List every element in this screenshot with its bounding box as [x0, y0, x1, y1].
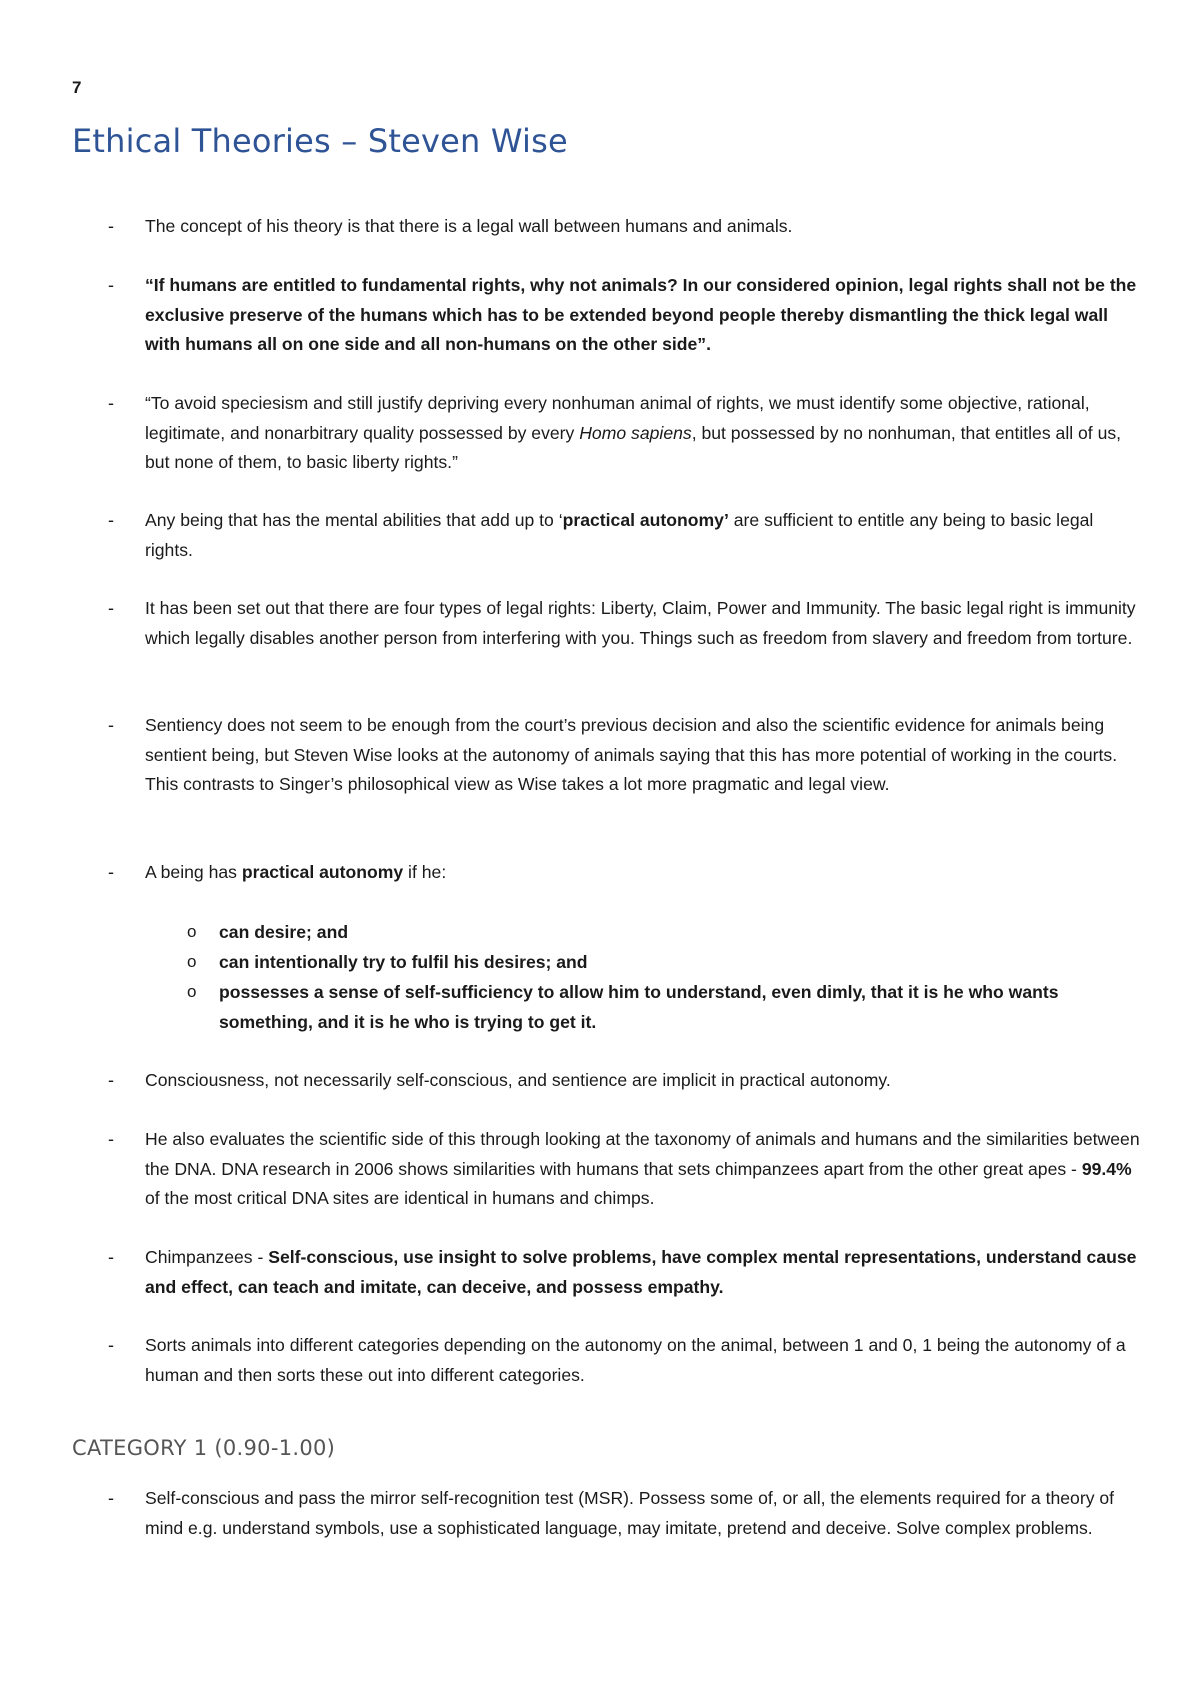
page-title: Ethical Theories – Steven Wise [72, 122, 568, 160]
bullet-marker: - [108, 1247, 114, 1267]
emphasis-term: 99.4% [1081, 1158, 1132, 1179]
bullet-text: Consciousness, not necessarily self-conscious, and sentience are implicit in practical autonomy. [145, 1070, 891, 1090]
bullet-marker: - [108, 715, 114, 735]
text-segment: He also evaluates the scientific side of this through looking at the taxonomy of animals and humans and the similarities between the DNA. DNA research in 2006 shows similarities with humans that sets chimpanzees apart from the other great apes - [145, 1129, 1140, 1179]
sub-bullet-marker: o [187, 922, 197, 941]
text-segment: Chimpanzees - [145, 1247, 269, 1267]
text-segment: are sufficient to entitle any being to basic legal rights. [145, 510, 1094, 560]
quote-paragraph: “If humans are entitled to fundamental rights, why not animals? In our considered opinion, legal rights shall not be the exclusive preserve of the humans which has to be extended beyond people thereby dismantling the thick legal wall with humans all on one side and all non-humans on the other side”. [145, 275, 1137, 354]
bullet-marker: - [108, 862, 114, 882]
text-segment: Any being that has the mental abilities that add up to ‘ [145, 510, 563, 530]
bullet-text [145, 1125, 1145, 1214]
sub-bullet-text: possesses a sense of self-sufficiency to allow him to understand, even dimly, that it is he who wants something, and it is he who is trying to get it. [219, 982, 1059, 1032]
bullet-marker: - [108, 216, 114, 236]
quote-paragraph [145, 389, 1145, 478]
bullet-marker: - [108, 510, 114, 530]
bullet-text [145, 506, 1145, 565]
bullet-text: The concept of his theory is that there is a legal wall between humans and animals. [145, 216, 793, 236]
sub-bullet-marker: o [187, 982, 197, 1001]
sub-bullet-text: can intentionally try to fulfil his desires; and [219, 952, 588, 972]
bullet-marker: - [108, 598, 114, 618]
text-segment: A being has [145, 862, 242, 882]
emphasis-term: Self-conscious, use insight to solve problems, have complex mental representations, understand cause and effect, can teach and imitate, can deceive, and possess empathy. [145, 1247, 1137, 1297]
bullet-text [145, 1243, 1145, 1302]
bullet-text: It has been set out that there are four types of legal rights: Liberty, Claim, Power and Immunity. The basic legal right is immunity which legally disables another person from interfering with you. Things such as freedom from slavery and freedom from torture. [145, 598, 1136, 648]
sub-bullet-marker: o [187, 952, 197, 971]
text-segment: of the most critical DNA sites are identical in humans and chimps. [145, 1188, 655, 1208]
bullet-marker: - [108, 1129, 114, 1149]
quote-text-end: , but possessed by no nonhuman, that entitles all of us, but none of them, to basic liberty rights.” [145, 422, 1122, 472]
bullet-marker: - [108, 1488, 114, 1508]
sub-bullet-text: can desire; and [219, 922, 349, 942]
bullet-text [145, 858, 1145, 888]
bullet-text: Self-conscious and pass the mirror self-recognition test (MSR). Possess some of, or all, the elements required for a theory of mind e.g. understand symbols, use a sophisticated language, may imitate, pretend and deceive. Solve complex problems. [145, 1488, 1115, 1538]
emphasis-term: practical autonomy’ [562, 510, 729, 530]
emphasis-term: practical autonomy [241, 862, 404, 882]
category-heading: CATEGORY 1 (0.90-1.00) [72, 1436, 336, 1460]
page-number: 7 [72, 78, 82, 97]
bullet-marker: - [108, 393, 114, 413]
bullet-marker: - [108, 1335, 114, 1355]
bullet-marker: - [108, 1070, 114, 1090]
quote-text-start: “To avoid speciesism and still justify depriving every nonhuman animal of rights, we must identify some objective, rational, legitimate, and nonarbitrary quality possessed by every [145, 393, 1090, 443]
text-segment: if he: [403, 862, 447, 882]
bullet-text: Sentiency does not seem to be enough from the court’s previous decision and also the scientific evidence for animals being sentient being, but Steven Wise looks at the autonomy of animals saying that this has more potential of working in the courts. This contrasts to Singer’s philosophical view as Wise takes a lot more pragmatic and legal view. [145, 715, 1118, 794]
bullet-marker: - [108, 275, 114, 295]
species-name: Homo sapiens [579, 422, 692, 443]
bullet-text: Sorts animals into different categories depending on the autonomy on the animal, between 1 and 0, 1 being the autonomy of a human and then sorts these out into different categories. [145, 1335, 1126, 1385]
